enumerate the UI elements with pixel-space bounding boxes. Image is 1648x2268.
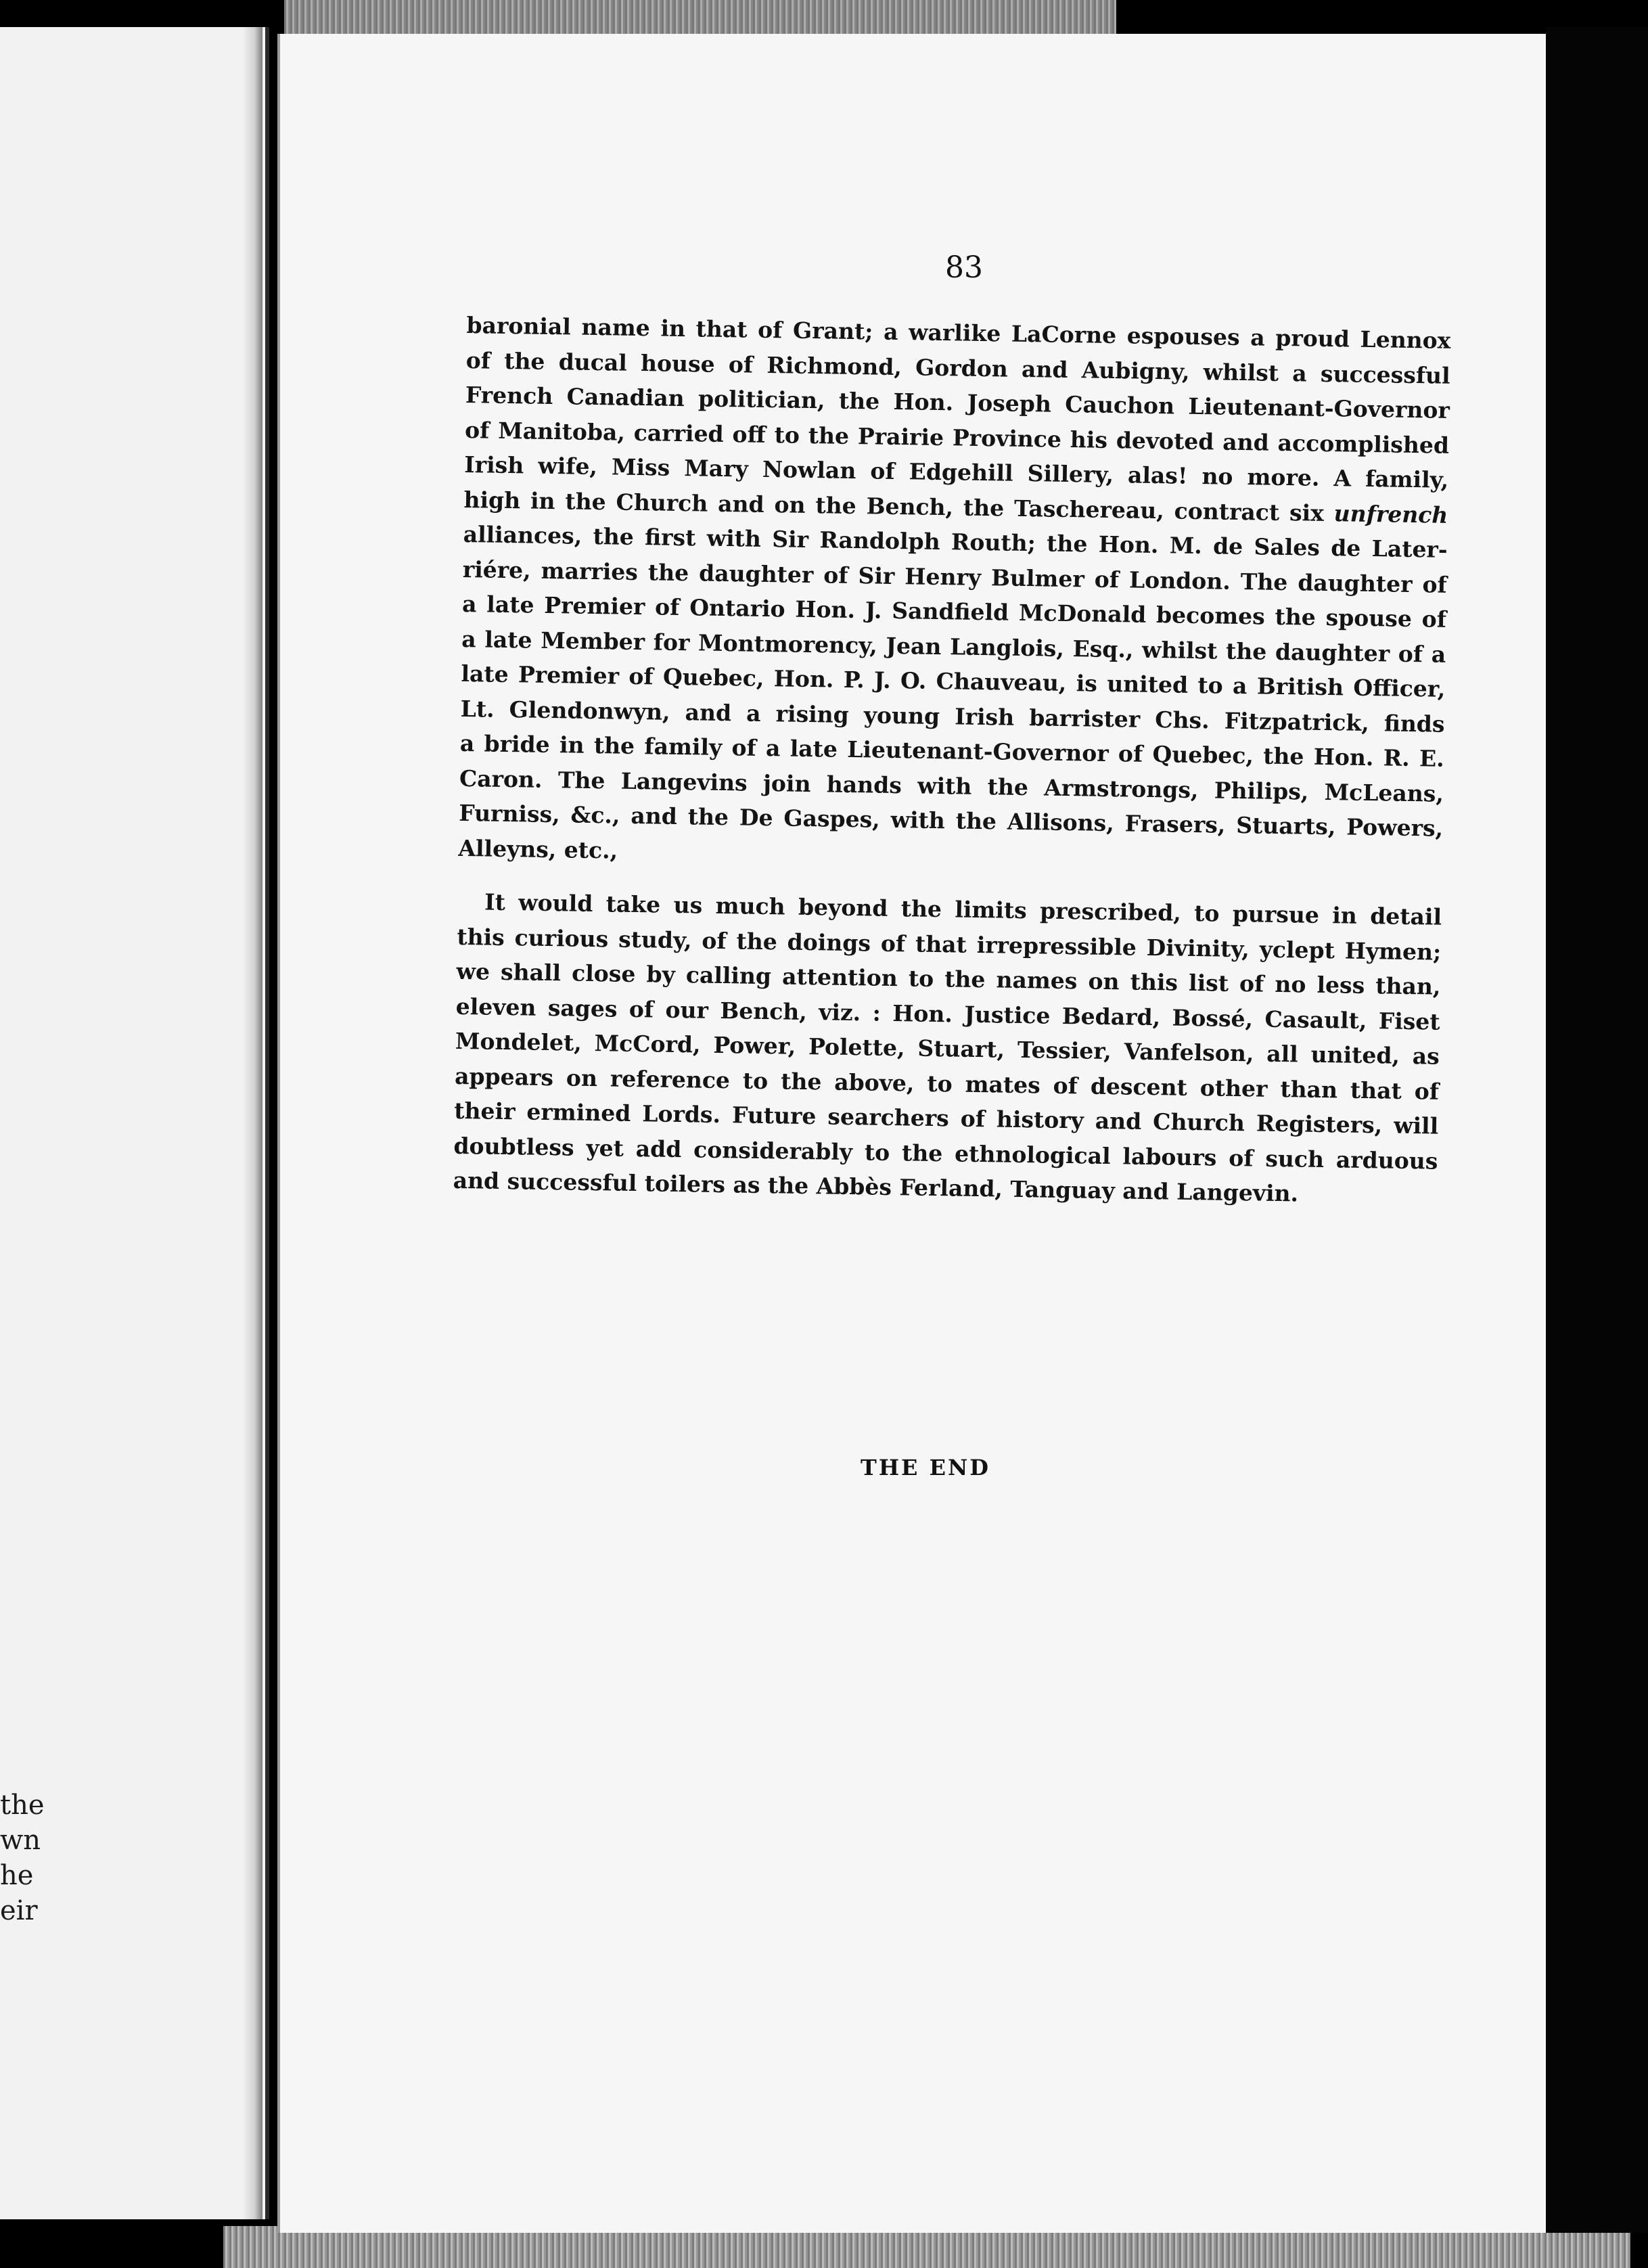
text-line: a late Member for Montmorency, Jean Langlois, Esq., whilst the daughter of a — [461, 625, 1446, 668]
italic-word: unfrench — [1333, 499, 1448, 528]
text-line: Furniss, &c., and the De Gaspes, with the Allisons, Frasers, Stuarts, Powers, — [458, 799, 1444, 842]
text-line: late Premier of Quebec, Hon. P. J. O. Chauveau, is united to a British Officer, — [461, 660, 1446, 702]
text-line: a bride in the family of a late Lieutenant-Governor of Quebec, the Hon. R. E. — [459, 729, 1445, 772]
text-line: of Manitoba, carried off to the Prairie Province his devoted and accomplished — [464, 416, 1450, 459]
text-line: Lt. Glendonwyn, and a rising young Irish barrister Chs. Fitzpatrick, finds — [460, 695, 1445, 738]
previous-page-text-fragments — [0, 1788, 45, 1928]
text-line: eleven sages of our Bench, viz. : Hon. Justice Bedard, Bossé, Casault, Fiset — [455, 993, 1440, 1035]
fragment-line: eir — [0, 1895, 38, 1926]
text-line: Caron. The Langevins join hands with the Armstrongs, Philips, McLeans, — [459, 765, 1444, 807]
text-line: of the ducal house of Richmond, Gordon and Aubigny, whilst a successful — [465, 346, 1450, 389]
fragment-line: the — [0, 1790, 45, 1821]
text-line: Alleyns, etc., — [458, 834, 618, 864]
text-span: high in the Church and on the Bench, the Taschereau, contract six — [463, 486, 1325, 526]
paragraph-2 — [453, 884, 1442, 1213]
fragment-line: he — [0, 1860, 34, 1891]
text-line: riére, marries the daughter of Sir Henry Bulmer of London. The daughter of — [462, 555, 1448, 598]
paragraph-1 — [458, 308, 1451, 881]
text-line: Irish wife, Miss Mary Nowlan of Edgehill Sillery, alas! no more. A family, — [464, 451, 1449, 493]
text-line: a late Premier of Ontario Hon. J. Sandfield McDonald becomes the spouse of — [461, 590, 1447, 633]
text-line: Mondelet, McCord, Power, Polette, Stuart, Tessier, Vanfelson, all united, as — [455, 1027, 1440, 1070]
page-body — [453, 308, 1450, 1213]
page-spine-edge — [244, 27, 262, 2219]
text-line: we shall close by calling attention to the names on this list of no less than, — [456, 957, 1441, 1000]
scan-background-right — [1546, 27, 1648, 2233]
text-line: French Canadian politician, the Hon. Joseph Cauchon Lieutenant-Governor — [465, 381, 1450, 424]
text-line: alliances, the first with Sir Randolph Routh; the Hon. M. de Sales de Later- — [463, 520, 1448, 563]
text-line: this curious study, of the doings of that irrepressible Divinity, yclept Hymen; — [457, 923, 1442, 966]
the-end-heading: THE END — [861, 1455, 990, 1480]
text-line: baronial name in that of Grant; a warlike LaCorne espouses a proud Lennox — [466, 311, 1451, 354]
page-number: 83 — [945, 250, 983, 285]
text-line: and successful toilers as the Abbès Ferland, Tanguay and Langevin. — [453, 1166, 1299, 1207]
text-line: doubtless yet add considerably to the ethnological labours of such arduous — [453, 1132, 1438, 1175]
text-line: It would take us much beyond the limits prescribed, to pursue in detail — [484, 888, 1442, 930]
text-line: appears on reference to the above, to mates of descent other than that of — [454, 1062, 1440, 1105]
fragment-line: wn — [0, 1825, 41, 1856]
text-line: their ermined Lords. Future searchers of history and Church Registers, will — [454, 1097, 1439, 1139]
